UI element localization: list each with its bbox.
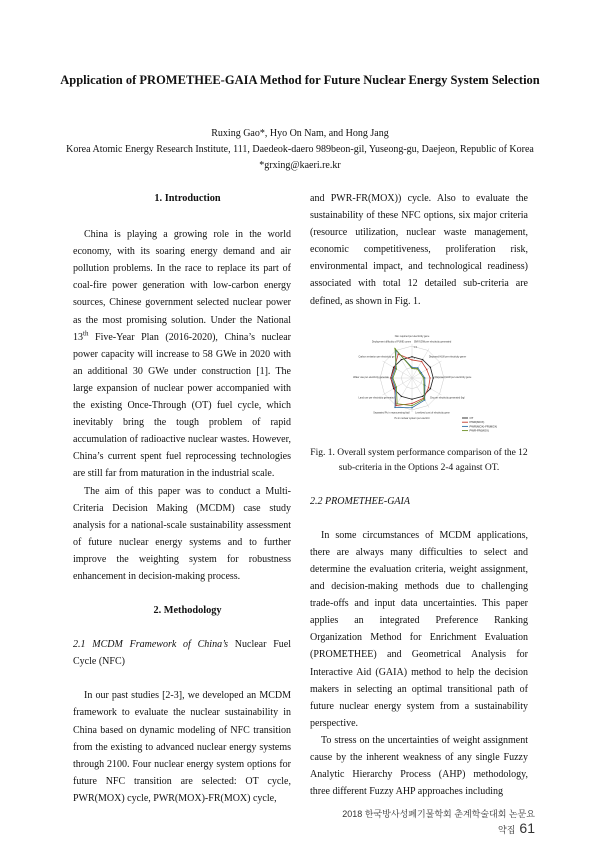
intro-paragraph-1: [73, 226, 291, 482]
radar-point: [411, 398, 412, 399]
radar-axis-label: Disposed HLW per electricity gener: [428, 355, 467, 359]
radar-tick-label: 1.5: [413, 345, 418, 349]
figure-1-caption: Fig. 1. Overall system performance comparison of the 12 sub-criteria in the Options 2-4 against OT.: [310, 447, 528, 473]
subsection-2-2-heading: 2.2 PROMETHEE-GAIA: [310, 495, 410, 507]
radar-point: [411, 402, 412, 403]
radar-axis-label: Water use per electricity generate: [353, 375, 389, 379]
radar-point: [422, 395, 423, 396]
radar-axis-label: Dry per electricity generated (kg/: [430, 396, 465, 400]
right-paragraph-3: To stress on the uncertainties of weight assignment cause by the inherent weakness of any single Fuzzy Analytic Hierarchy Process (AHP) methodology, three different Fuzzy AHP approaches including: [310, 734, 528, 798]
radar-point: [430, 366, 431, 367]
paper-title: Application of PROMETHEE-GAIA Method for Future Nuclear Energy System Selection: [60, 73, 540, 87]
radar-point: [411, 405, 412, 406]
section-2-heading: 2. Methodology: [153, 605, 222, 617]
radar-point: [411, 407, 412, 408]
radar-point: [396, 386, 397, 387]
radar-point: [422, 359, 423, 360]
radar-point: [401, 359, 402, 360]
intro-paragraph-2: The aim of this paper was to conduct a Multi-Criteria Decision Making (MCDM) case study analysis for a national-scale sustainability assessment of future nuclear energy systems and to further improve the weighting system for robustness enhancement in decision-making process.: [73, 485, 291, 582]
radar-point: [411, 359, 412, 360]
radar-axis-label: SNF/UDW per electricity generated: [413, 340, 452, 344]
radar-point: [421, 360, 422, 361]
radar-point: [423, 377, 424, 378]
radar-point: [428, 387, 429, 388]
author-block: [40, 126, 560, 174]
radar-tick-label: 1: [413, 356, 415, 360]
radar-point: [433, 377, 434, 378]
subsection-2-1-italic: 2.1 MCDM Framework of China’s: [73, 639, 228, 651]
radar-chart: [334, 320, 504, 440]
radar-axis-label: Levelized cost of electricity gene: [415, 411, 450, 415]
method-paragraph-1: In our past studies [2-3], we developed an MCDM framework to evaluate the nuclear sustainability in China based on dynamic modeling of NFC transition from the existing to advanced nuclear energy systems through 2100. Four nuclear energy system options for future NFC transition are selected: OT cycle, PWR(MOX) cycle, PWR(MOX)-FR(MOX) cycle,: [73, 690, 291, 804]
radar-point: [417, 368, 418, 369]
radar-axis-label: Separated Pu in reprocessing facil: [373, 411, 410, 415]
radar-point: [396, 368, 397, 369]
intro-p1-part-b: Five-Year Plan (2016-2020), China’s nuclear power capacity will increase to 58 GWe in 2020 with an additional 30 GWe under construction [1]. The large expansion of nuclear power accompanied with the existing Once-Through (OT) fuel cycle, which inevitably bring the tough problem of rapid accumulation of radioactive nuclear wastes. However, China’s current spent fuel reprocessing technologies are still far from maturation in the industrial scale.: [73, 331, 291, 480]
intro-p1-superscript: th: [83, 329, 89, 338]
radar-point: [396, 403, 397, 404]
left-column: [73, 190, 291, 807]
footer-text: 2018 한국방사성폐기물학회 춘계학술대회 논문요약집: [342, 809, 535, 835]
radar-point: [430, 388, 431, 389]
radar-axis-label: Pu in nuclear system per electrici: [394, 416, 430, 420]
radar-legend-label: PWR-FR(MOX): [469, 428, 489, 433]
page-number: 61: [519, 820, 535, 836]
radar-point: [411, 356, 412, 357]
subsection-2-1-rest: Nuclear Fuel Cycle (NFC): [73, 639, 291, 668]
radar-point: [423, 384, 424, 385]
right-paragraph-2: In some circumstances of MCDM applications, there are always many difficulties to select and determine the evaluation criteria, weight assignment, and decision-making methods due to challenging trade-offs and input data uncertainties. This paper applies an integrated Preference Ranking Organization Method for Enrichment Evaluation (PROMETHEE) and Geometrical Analysis for Interactive Aid (GAIA) method to help the decision makers in selecting an optimal transitional path of future nuclear energy system from a sustainability perspective.: [310, 529, 528, 729]
page-footer: [335, 807, 535, 836]
radar-point: [411, 367, 412, 368]
affiliation: Korea Atomic Energy Research Institute, 111, Daedeok-daero 989beon-gil, Yuseong-gu, Daejeon, Republic of Korea: [66, 144, 534, 155]
radar-axis-label: Nat. required per electricity gene: [394, 334, 430, 338]
radar-legend-label: PWR(MOX): [469, 419, 485, 424]
radar-point: [429, 377, 430, 378]
radar-point: [394, 406, 395, 407]
right-paragraph-1: and PWR-FR(MOX)) cycle. Also to evaluate the sustainability of these NFC options, six major criteria (resource utilization, nuclear waste management, economic competitiveness, proliferation risk, environmental impact, and technological readiness) associated with total 12 detailed sub-criteria are defined, as shown in Fig. 1.: [310, 193, 528, 307]
radar-axis-label: Deployment difficulty of PUNE comm: [371, 340, 412, 344]
radar-point: [420, 372, 421, 373]
radar-legend-label: OT: [469, 415, 474, 420]
radar-legend-label: PWR(MOX)-FR(MOX): [469, 424, 498, 429]
radar-point: [401, 395, 402, 396]
radar-point: [426, 368, 427, 369]
section-1-heading: 1. Introduction: [154, 193, 221, 204]
intro-p1-part-a: China is playing a growing role in the world economy, with its soaring energy demand and air pollution problems. In the race to replace its part of coal-fire power generation with low-carbon energy sources, Chinese government selected nuclear power as the most promising solution. Under the National 13: [73, 229, 291, 343]
email: *grxing@kaeri.re.kr: [259, 160, 341, 171]
radar-point: [394, 348, 395, 349]
radar-point: [424, 398, 425, 399]
radar-tick-label: 0.5: [413, 367, 418, 371]
radar-axis-label: Disposed ILLW per electricity gene: [434, 375, 472, 379]
authors: Ruxing Gao*, Hyo On Nam, and Hong Jang: [211, 128, 389, 139]
radar-point: [395, 405, 396, 406]
radar-axis-label: Land use per electricity generated: [358, 396, 395, 400]
radar-point: [392, 377, 393, 378]
right-column: [310, 190, 528, 800]
subsection-2-1-heading: [73, 636, 291, 670]
radar-axis-label: Carbon emission per electricity ge: [358, 355, 395, 359]
